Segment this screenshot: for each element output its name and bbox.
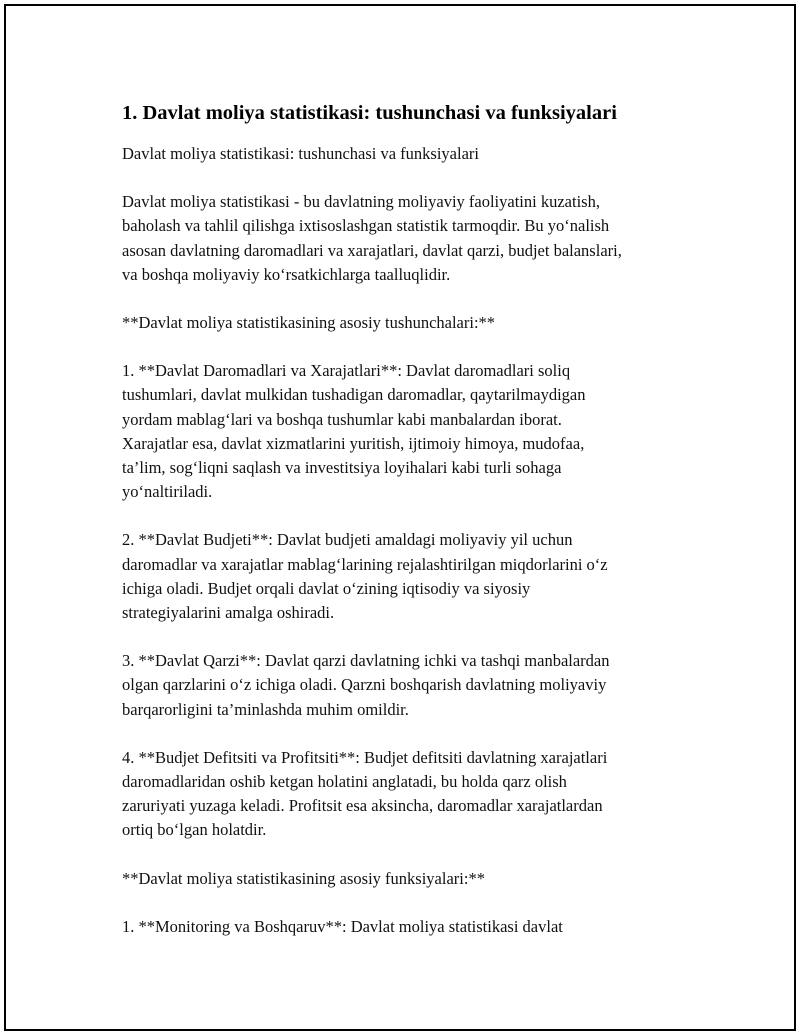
- document-body: [122, 98, 702, 963]
- concept-budget-paragraph: 2. **Davlat Budjeti**: Davlat budjeti amaldagi moliyaviy yil uchun daromadlar va xarajatlar mablag‘larining rejalashtirilgan miqdorlarini o‘z ichiga oladi. Budjet orqali davlat o‘zining iqtisodiy va siyosiy strategiyalarini amalga oshiradi.: [122, 530, 608, 623]
- concept-debt-paragraph: 3. **Davlat Qarzi**: Davlat qarzi davlatning ichki va tashqi manbalardan olgan qarzlarini o‘z ichiga oladi. Qarzni boshqarish davlatning moliyaviy barqarorligini ta’minlashda muhim omildir.: [122, 651, 610, 719]
- function-monitoring-paragraph: 1. **Monitoring va Boshqaruv**: Davlat moliya statistikasi davlat: [122, 916, 563, 936]
- intro-paragraph: Davlat moliya statistikasi - bu davlatning moliyaviy faoliyatini kuzatish, baholash va tahlil qilishga ixtisoslashgan statistik tarmoqdir. Bu yo‘nalish asosan davlatning daromadlari va xarajatlari, davlat qarzi, budjet balanslari, va boshqa moliyaviy ko‘rsatkichlarga taalluqlidir.: [122, 192, 622, 284]
- concepts-heading-paragraph: **Davlat moliya statistikasining asosiy tushunchalari:**: [122, 313, 496, 333]
- concept-deficit-surplus-paragraph: 4. **Budjet Defitsiti va Profitsiti**: Budjet defitsiti davlatning xarajatlari daromadlaridan oshib ketgan holatini anglatadi, bu holda qarz olish zaruriyati yuzaga keladi. Profitsit esa aksincha, daromadlar xarajatlardan ortiq bo‘lgan holatdir.: [122, 747, 608, 840]
- section-heading: 1. Davlat moliya statistikasi: tushunchasi va funksiyalari: [122, 102, 617, 124]
- functions-heading-paragraph: **Davlat moliya statistikasining asosiy funksiyalari:**: [122, 868, 485, 888]
- document-page: [4, 4, 796, 1031]
- concept-income-expenses-paragraph: 1. **Davlat Daromadlari va Xarajatlari**: Davlat daromadlari soliq tushumlari, davlat mulkidan tushadigan daromadlar, qaytarilmaydigan yordam mablag‘lari va boshqa tushumlar kabi manbalardan iborat. Xarajatlar esa, davlat xizmatlarini yuritish, ijtimoiy himoya, mudofaa, ta’lim, sog‘liqni saqlash va investitsiya loyihalari kabi turli sohaga yo‘naltiriladi.: [122, 361, 586, 502]
- subtitle-paragraph: Davlat moliya statistikasi: tushunchasi va funksiyalari: [122, 144, 479, 163]
